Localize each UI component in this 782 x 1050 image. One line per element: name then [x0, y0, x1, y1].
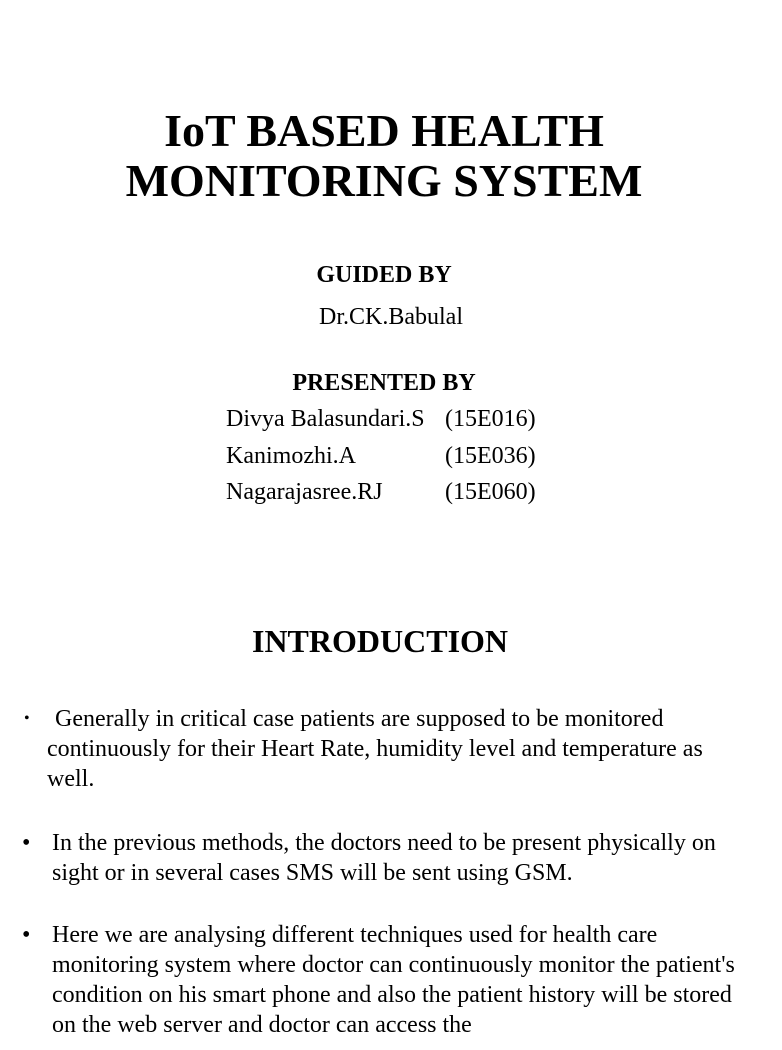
presenter-row — [226, 441, 566, 471]
bullet-text: Here we are analysing different techniques used for health care monitoring system where doctor can continuously monitor the patient's condition on his smart phone and also the patient history will be stored on the web server and doctor can access the — [52, 922, 735, 1038]
guide-name: Dr.CK.Babulal — [319, 304, 463, 330]
presenter-roll-number: (15E060) — [445, 479, 536, 505]
presented-by-label: PRESENTED BY — [292, 370, 476, 396]
bullet-item — [20, 704, 760, 799]
presenter-name: Kanimozhi.A — [226, 443, 356, 469]
slide-title-line-1: IoT BASED HEALTH — [164, 105, 604, 156]
presenter-row — [226, 477, 566, 507]
bullet-text: In the previous methods, the doctors need to be present physically on sight or in several cases SMS will be sent using GSM. — [52, 830, 716, 886]
bullet-marker: • — [22, 922, 31, 948]
bullet-item — [20, 920, 760, 1050]
bullet-marker: • — [24, 710, 30, 727]
bullet-marker: • — [22, 830, 31, 856]
presenter-name: Divya Balasundari.S — [226, 406, 425, 432]
introduction-heading: INTRODUCTION — [251, 623, 509, 659]
slide-title — [0, 106, 768, 206]
presenter-name: Nagarajasree.RJ — [226, 479, 383, 505]
guided-by-label: GUIDED BY — [316, 262, 452, 288]
presenter-roll-number: (15E036) — [445, 443, 536, 469]
presenter-roll-number: (15E016) — [445, 406, 536, 432]
bullet-item — [20, 828, 760, 890]
presenter-row — [226, 404, 566, 434]
slide-title-line-2: MONITORING SYSTEM — [125, 155, 643, 206]
bullet-text: Generally in critical case patients are supposed to be monitored continuously for their Heart Rate, humidity level and temperature as well. — [47, 706, 703, 792]
